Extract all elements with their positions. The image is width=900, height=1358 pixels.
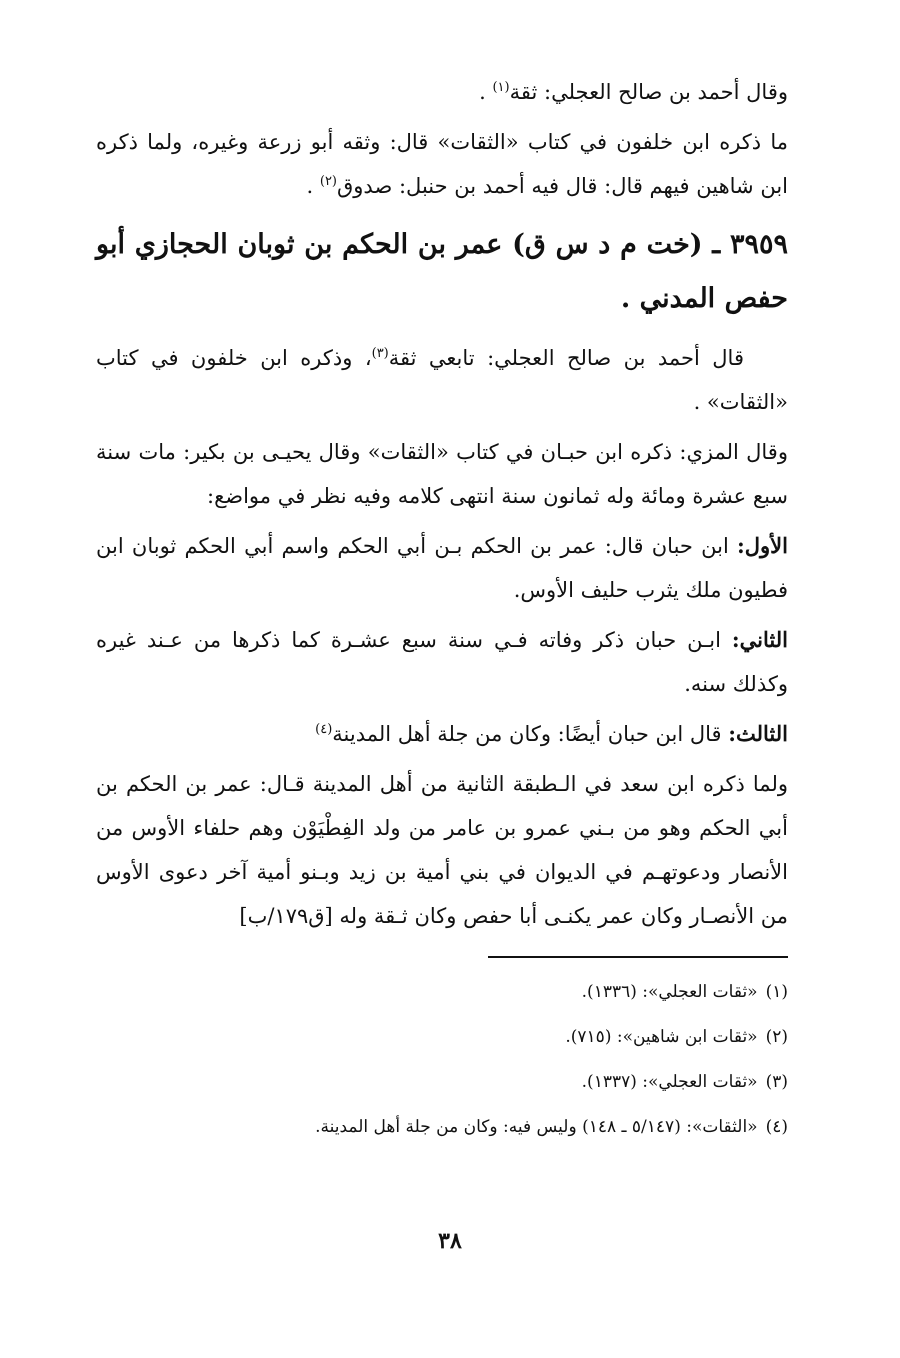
footnotes [96, 970, 788, 1150]
footnote-1: (١)«ثقات العجلي»: (١٣٣٦). [581, 982, 788, 1002]
paragraph-third-point: الثالث: قال ابن حبان أيضًا: وكان من جلة أهل المدينة$^{(٤)}$ [315, 721, 788, 746]
footnote-ref-1[interactable]: (١) [492, 80, 510, 95]
paragraph-second-point: الثاني: ابـن حبان ذكر وفاته فـي سنة سبع عشـرة كما ذكرها من عـند غيره وكذلك سنه. [96, 627, 788, 696]
paragraph-ibn-saad: ولما ذكره ابن سعد في الـطبقة الثانية من أهل المدينة قـال: عمر بن الحكم بن أبي الحكم وهو من بـني عمرو بن عامر من ولد الفِطْيَوْن وهم حلفاء الأوس من الأنصار ودعوتهـم في الديوان في بني أمية بن زيد وبـنو أمية آخر دعوى الأوس من الأنصـار وكان عمر يكنـى أبا حفص وكان ثـقة وله [ق١٧٩/ب] [96, 772, 788, 928]
footnote-4: (٤)«الثقات»: (٥/١٤٧ ـ ١٤٨) وليس فيه: وكان من جلة أهل المدينة. [315, 1117, 788, 1137]
page-number: ٣٨ [438, 1228, 462, 1254]
paragraph-tabii-thiqa: قال أحمد بن صالح العجلي: تابعي ثقة$^{(٣)}$، وذكره ابن خلفون في كتاب «الثقات» . [96, 346, 788, 414]
footnote-ref-4[interactable]: (٤) [315, 722, 333, 737]
point-label: الأول: [737, 533, 788, 558]
point-label: الثالث: [728, 721, 788, 746]
paragraph-ajli-quote: وقال أحمد بن صالح العجلي: ثقة$^{(١)}$ . [479, 80, 788, 104]
point-label: الثاني: [731, 627, 788, 652]
footnote-2: (٢)«ثقات ابن شاهين»: (٧١٥). [565, 1027, 788, 1047]
footnote-divider [488, 956, 788, 958]
paragraph-first-point: الأول: ابن حبان قال: عمر بن الحكم بـن أبي الحكم واسم أبي الحكم ثوبان ابن فطيون ملك يثرب حليف الأوس. [96, 533, 788, 602]
footnote-ref-3[interactable]: (٣) [371, 346, 389, 361]
footnote-ref-2[interactable]: (٢) [319, 174, 337, 189]
entry-heading: ٣٩٥٩ ـ (خت م د س ق) عمر بن الحكم بن ثوبان الحجازي أبو حفص المدني . [96, 229, 788, 314]
paragraph-ibn-khalfun: ما ذكره ابن خلفون في كتاب «الثقات» قال: وثقه أبو زرعة وغيره، ولما ذكره ابن شاهين فيهم قال: قال فيه أحمد بن حنبل: صدوق$^{(٢)}$ . [96, 130, 788, 198]
footnote-3: (٣)«ثقات العجلي»: (١٣٣٧). [581, 1072, 788, 1092]
paragraph-mizzi: وقال المزي: ذكره ابن حبـان في كتاب «الثقات» وقال يحيـى بن بكير: مات سنة سبع عشرة ومائة وله ثمانون سنة انتهى كلامه وفيه نظر في مواضع: [96, 440, 788, 508]
